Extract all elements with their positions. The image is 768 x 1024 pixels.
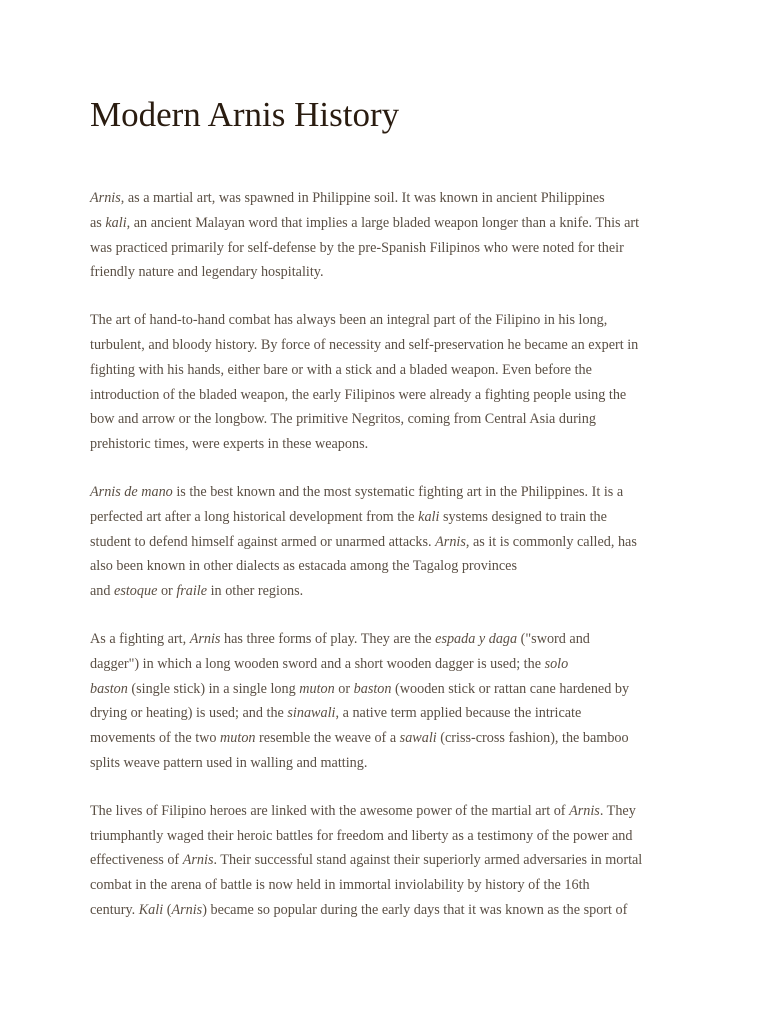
text-run: in other regions. bbox=[207, 583, 304, 600]
italic-term: baston bbox=[353, 680, 392, 697]
text-run: effectiveness of bbox=[90, 852, 183, 869]
italic-term: Arnis bbox=[90, 190, 121, 206]
text-run: bow and arrow or the longbow. The primitive Negritos, coming from Central Asia during bbox=[90, 411, 596, 428]
text-run: introduction of the bladed weapon, the early Filipinos were already a fighting people using the bbox=[90, 386, 627, 403]
text-run: . They bbox=[599, 802, 636, 819]
text-line bbox=[90, 236, 680, 261]
text-run: , as it is commonly called, has bbox=[465, 533, 637, 550]
text-line bbox=[90, 308, 680, 333]
text-line bbox=[90, 383, 680, 408]
text-run: ) became so popular during the early days that it was known as the sport of bbox=[202, 901, 628, 918]
text-line bbox=[90, 530, 680, 555]
text-run: ("sword and bbox=[517, 630, 590, 647]
text-run: movements of the two bbox=[90, 730, 221, 747]
text-run: has three forms of play. They are the bbox=[220, 630, 436, 647]
page-title: Modern Arnis History bbox=[90, 95, 400, 134]
text-run: and bbox=[90, 583, 115, 600]
italic-term: espada y daga bbox=[435, 630, 518, 647]
text-run: The art of hand-to-hand combat has always been an integral part of the Filipino in his long, bbox=[90, 312, 608, 329]
text-run: The lives of Filipino heroes are linked with the awesome power of the martial art of bbox=[90, 802, 570, 819]
italic-term: muton bbox=[220, 730, 256, 747]
text-run: (criss-cross fashion), the bamboo bbox=[436, 730, 629, 747]
italic-term: Arnis bbox=[171, 901, 203, 918]
text-run: systems designed to train the bbox=[439, 508, 607, 525]
text-line bbox=[90, 652, 680, 677]
text-line bbox=[90, 505, 680, 530]
text-run: prehistoric times, were experts in these weapons. bbox=[90, 436, 369, 453]
italic-term: kali bbox=[418, 508, 440, 525]
italic-term: sawali bbox=[399, 730, 437, 747]
text-line bbox=[90, 480, 680, 505]
text-line bbox=[90, 358, 680, 383]
italic-term: Arnis bbox=[182, 852, 214, 869]
text-run: triumphantly waged their heroic battles for freedom and liberty as a testimony of the power and bbox=[90, 827, 633, 844]
italic-term: Arnis bbox=[435, 533, 466, 550]
paragraph bbox=[90, 627, 680, 776]
paragraph bbox=[90, 799, 680, 923]
text-line bbox=[90, 799, 680, 824]
italic-term: kali bbox=[105, 214, 127, 231]
text-run: combat in the arena of battle is now held in immortal inviolability by history of the 16th bbox=[90, 877, 590, 894]
text-line bbox=[90, 751, 680, 776]
text-run: fighting with his hands, either bare or with a stick and a bladed weapon. Even before the bbox=[90, 361, 592, 378]
text-run: splits weave pattern used in walling and matting. bbox=[90, 754, 368, 771]
article-body bbox=[90, 186, 680, 946]
text-line bbox=[90, 627, 680, 652]
text-run: (wooden stick or rattan cane hardened by bbox=[391, 680, 630, 697]
text-run: perfected art after a long historical development from the bbox=[90, 508, 419, 525]
italic-term: solo bbox=[544, 655, 569, 672]
text-run: ( bbox=[163, 901, 172, 918]
text-run: also been known in other dialects as estacada among the Tagalog provinces bbox=[90, 558, 517, 575]
text-line bbox=[90, 186, 680, 211]
italic-term: Arnis bbox=[189, 630, 221, 647]
italic-term: sinawali bbox=[287, 705, 336, 722]
text-run: , an ancient Malayan word that implies a large bladed weapon longer than a knife. This art bbox=[126, 214, 640, 231]
text-run: student to defend himself against armed or unarmed attacks. bbox=[90, 533, 436, 550]
text-line bbox=[90, 726, 680, 751]
italic-term: Arnis de mano bbox=[90, 483, 173, 500]
text-run: as bbox=[90, 214, 106, 231]
text-run: . Their successful stand against their superiorly armed adversaries in mortal bbox=[213, 852, 643, 869]
text-line bbox=[90, 211, 680, 236]
italic-term: estoque bbox=[114, 583, 158, 600]
text-run: century. bbox=[90, 901, 139, 918]
italic-term: Kali bbox=[138, 901, 164, 918]
text-line bbox=[90, 333, 680, 358]
text-run: or bbox=[157, 583, 177, 600]
italic-term: muton bbox=[299, 680, 335, 697]
text-line bbox=[90, 701, 680, 726]
text-run: friendly nature and legendary hospitality. bbox=[90, 264, 324, 281]
text-run: drying or heating) is used; and the bbox=[90, 705, 288, 722]
text-run: is the best known and the most systematic fighting art in the Philippines. It is a bbox=[172, 483, 624, 500]
paragraph bbox=[90, 480, 680, 604]
text-line bbox=[90, 260, 680, 285]
text-line bbox=[90, 898, 680, 923]
text-line bbox=[90, 432, 680, 457]
text-line bbox=[90, 824, 680, 849]
text-line bbox=[90, 677, 680, 702]
text-run: (single stick) in a single long bbox=[127, 680, 300, 697]
text-run: , as a martial art, was spawned in Philippine soil. It was known in ancient Philippines bbox=[120, 190, 605, 206]
text-run: resemble the weave of a bbox=[255, 730, 400, 747]
text-line bbox=[90, 848, 680, 873]
text-line bbox=[90, 407, 680, 432]
italic-term: baston bbox=[90, 680, 128, 697]
text-run: or bbox=[334, 680, 354, 697]
text-run: turbulent, and bloody history. By force of necessity and self-preservation he became an expert in bbox=[90, 336, 639, 353]
text-line bbox=[90, 579, 680, 604]
text-run: As a fighting art, bbox=[90, 630, 190, 647]
text-line bbox=[90, 554, 680, 579]
paragraph bbox=[90, 186, 680, 285]
text-line bbox=[90, 873, 680, 898]
italic-term: fraile bbox=[176, 583, 208, 600]
text-run: was practiced primarily for self-defense by the pre-Spanish Filipinos who were noted for their bbox=[90, 239, 624, 256]
text-run: , a native term applied because the intricate bbox=[335, 705, 582, 722]
italic-term: Arnis bbox=[569, 802, 600, 819]
text-run: dagger") in which a long wooden sword and a short wooden dagger is used; the bbox=[90, 655, 545, 672]
paragraph bbox=[90, 308, 680, 457]
